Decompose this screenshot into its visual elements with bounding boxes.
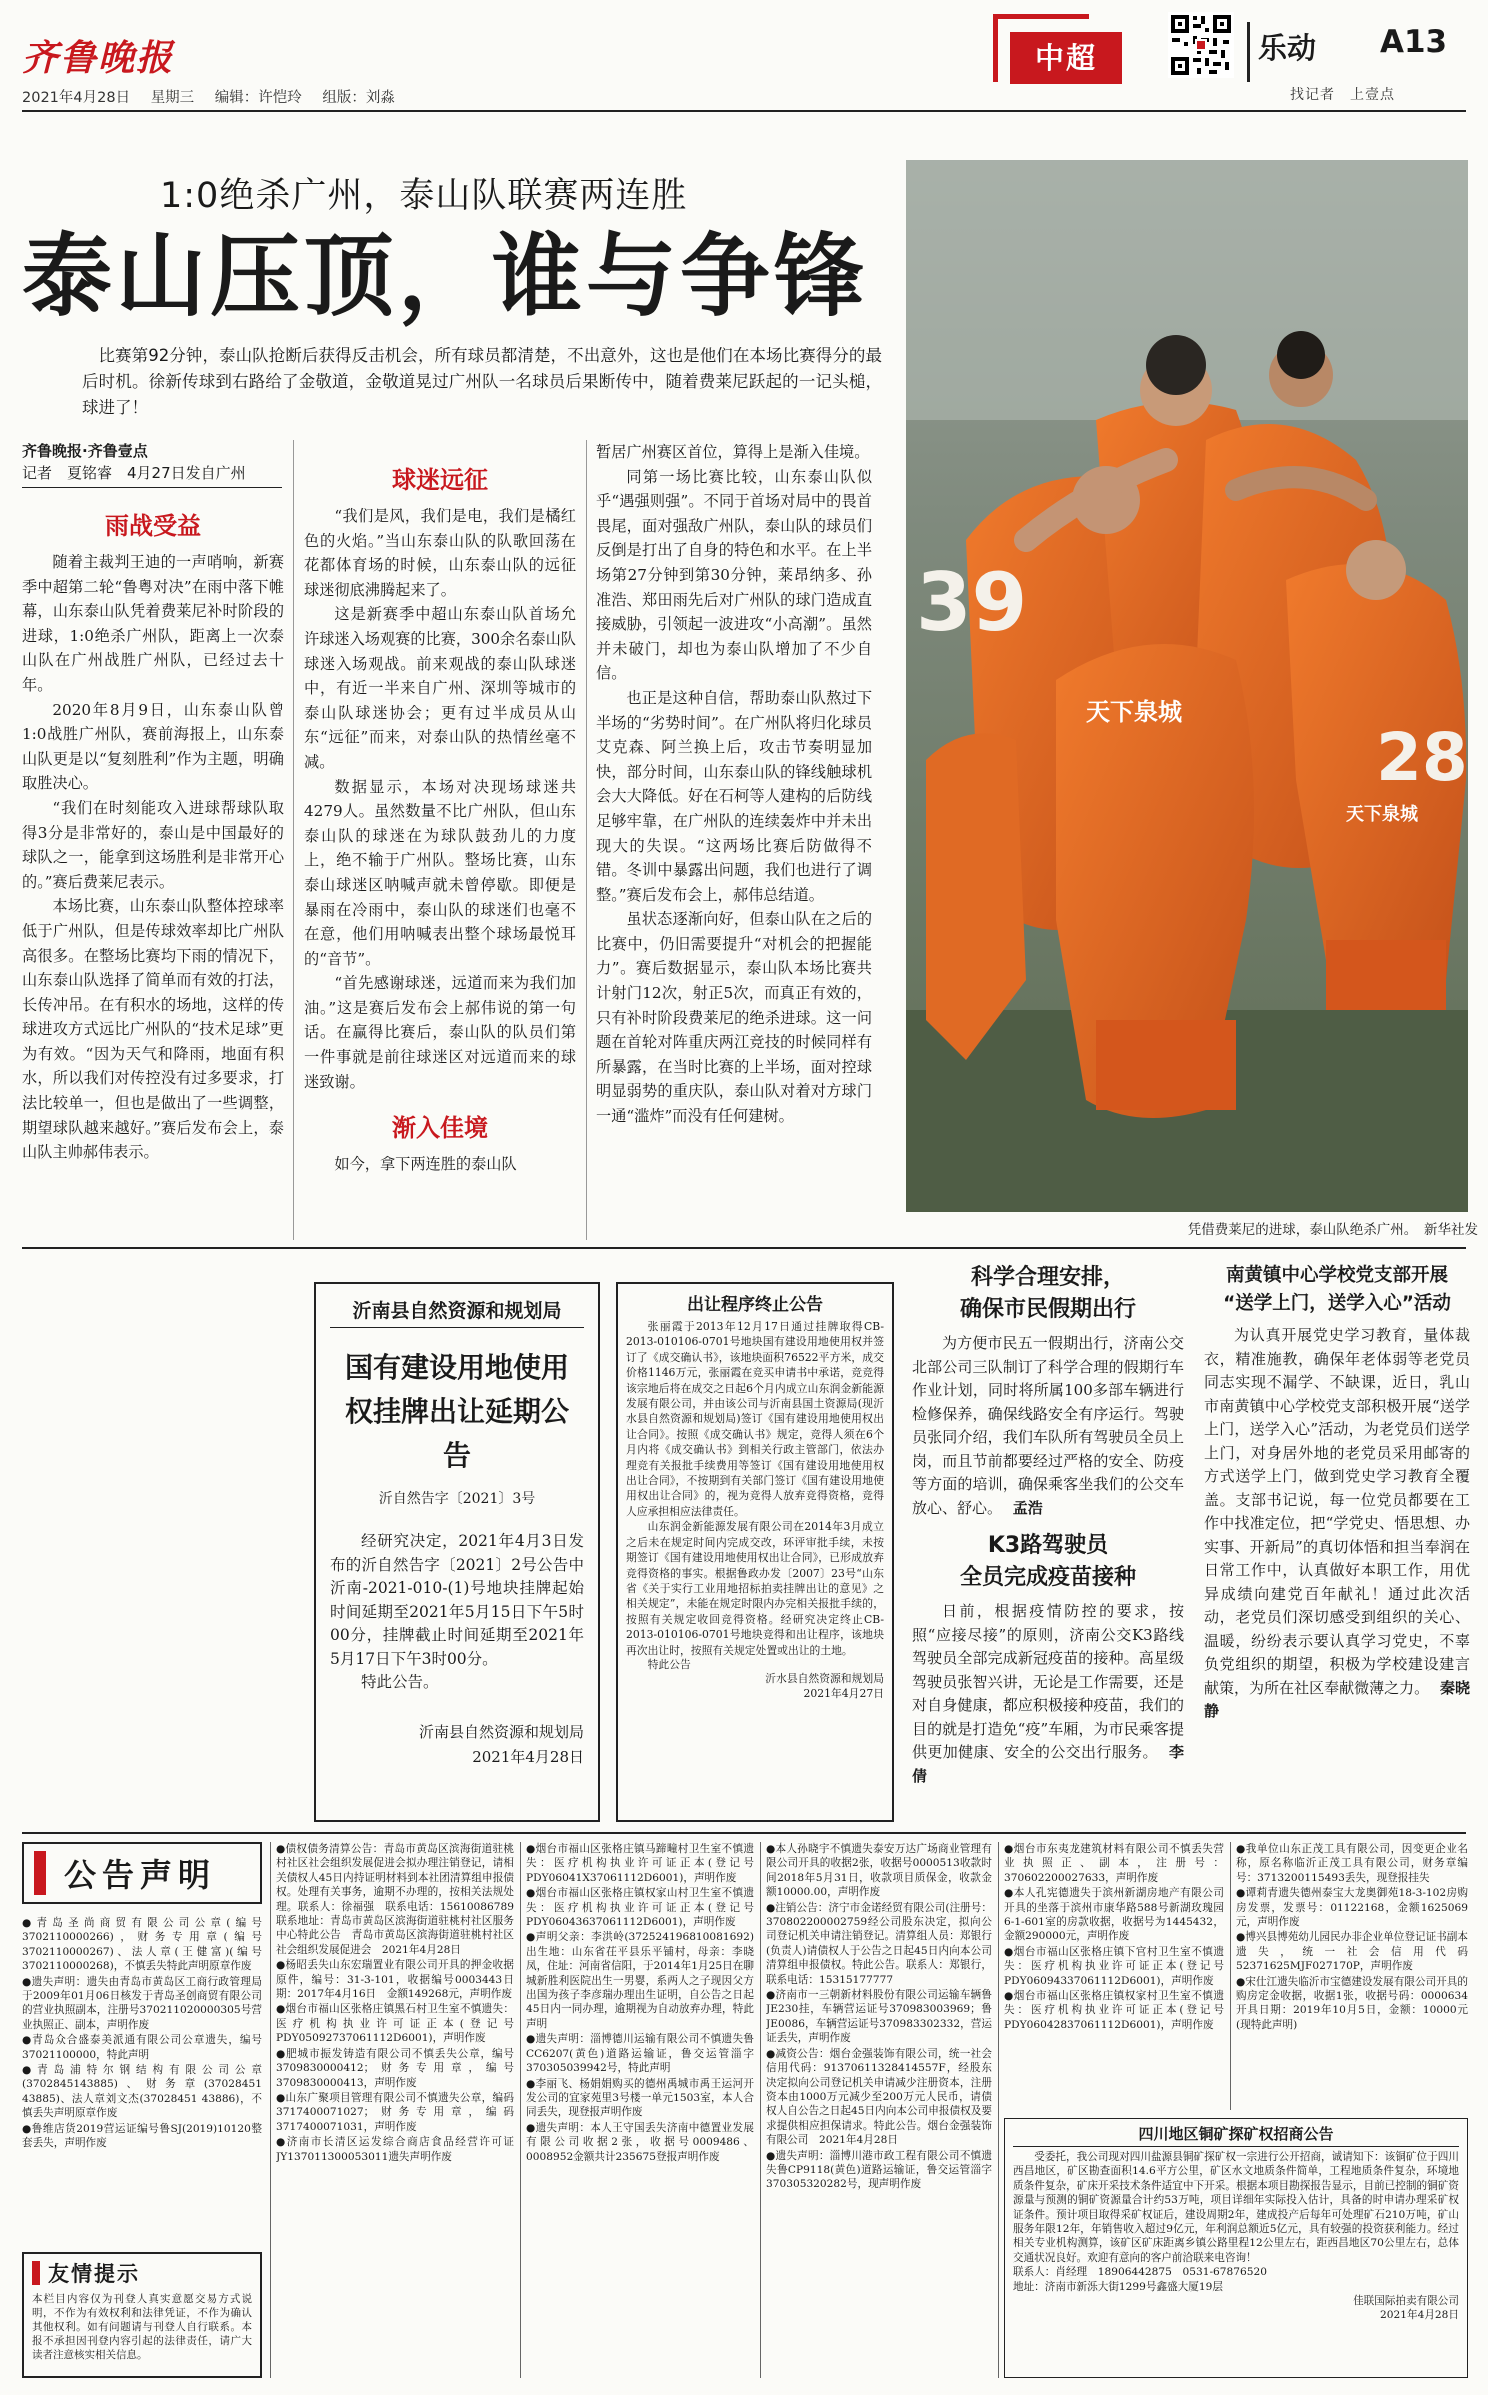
sponsor-text: 天下泉城 — [1086, 698, 1182, 726]
classified-ad: ●烟台市东夷龙建筑材料有限公司不慎丢失营业执照正、副本，注册号：370602200027633，声明作废 — [1004, 1843, 1224, 1884]
subhead-progress: 渐入佳境 — [392, 1114, 488, 1143]
article-paragraph: 同第一场比赛比较，山东泰山队似乎“遇强则强”。不同于首场对局中的畏首畏尾，面对强敌广州队，泰山队的球员们反倒是打出了自身的特色和水平。在上半场第27分钟到第30分钟，莱昂纳多、孙准浩、郑田雨先后对广州队的球门造成直接威胁，引领起一波进攻“小高潮”。虽然并未破门，却也为泰山队增加了不少自信。 — [596, 467, 872, 683]
classified-ad: ●鲁维店货2019营运证编号鲁SJ(2019)10120整套丢失，声明作废 — [22, 2122, 262, 2150]
column-divider — [520, 1842, 521, 2378]
classified-ad: ●烟台市福山区张格庄镇权家村卫生室不慎遗失：医疗机构执业许可证正本(登记号PDY06042837061112D6001)，声明作废 — [1004, 1990, 1224, 2031]
friendly-tip-box — [22, 2252, 262, 2378]
news-school-party — [1204, 1262, 1470, 1822]
section-name: 乐动 — [1258, 31, 1317, 65]
classified-ad: ●杨昭丢失山东宏瑞置业有限公司开具的押金收据原件，编号：31-3-101，收据编号0003443日期：2017年4月16日 金额149268元，声明作废 — [276, 1959, 514, 2001]
column-divider — [998, 1842, 999, 2378]
classified-ad: ●声明父亲：李洪岭(372524196810081692)出生地：山东省茌平县乐平铺村，母亲：李晓凤，住址：河南省信阳，于2014年1月25日在聊城新胜利医院出生一男婴，系两人之子现因父方出国为孩子李彦瑞办理出生证明，自公告之日起45日内一同办理，逾期视为自动放弃办理，特此声明 — [526, 1931, 754, 2030]
masthead — [0, 0, 1488, 120]
news-title: 科学合理安排， — [970, 1265, 1125, 1290]
headline-kicker: 1:0绝杀广州，泰山队联赛两连胜 — [160, 176, 688, 216]
notice-date: 2021年4月28日 — [472, 1747, 584, 1766]
article-paragraph: 这是新赛季中超山东泰山队首场允许球迷入场观赛的比赛，300余名泰山队球迷入场观战。前来观战的泰山队球迷中，有近一半来自广州、深圳等城市的泰山队球迷协会；更有过半成员从山东“远征”而来，对泰山队的热情丝毫不减。 — [304, 605, 576, 771]
classified-ad: ●本人孔宪德遗失于滨州新湖房地产有限公司开具的坐落于滨州市康华路588号新湖玫瑰园6-1-601室的房款收据，收据号为1445432，金额290000元，声明作废 — [1004, 1887, 1224, 1943]
article-column-2 — [304, 446, 576, 1246]
mining-date: 2021年4月28日 — [1380, 2309, 1459, 2322]
mining-body: 受委托，我公司现对四川盐源县铜矿探矿权一宗进行公开招商，诚请知下：该铜矿位于四川西昌地区，矿区勘查面积14.6平方公里，矿区水文地质条件简单，工程地质条件复杂，环境地质条件复杂，矿床开采技术条件适宜中下开采。根据本项目勘探报告显示，目前已控制的铜矿资源量与预测的铜矿资源量合计约53万吨，项目详细年实际投入估计，具备的时申请办理采矿权证条件。预计项目取得采矿权证后，建设周期2年，建成投产后每年可处理矿石210万吨，矿山服务年限12年，年销售收入超过9亿元，年利润总额近5亿元，具有较强的投资获利能力。经过相关专业机构测算，该矿区矿床距离乡镇公路里程12公里左右，距西昌地区70公里左右，总体交通状况良好。欢迎有意向的客户前洽联来电咨询！ — [1013, 2151, 1459, 2264]
layout-editor: 组版：刘淼 — [322, 90, 395, 106]
classifieds-rule — [22, 1832, 1466, 1834]
friendly-tip-title: 友情提示 — [48, 2262, 140, 2286]
masthead-divider — [1247, 22, 1250, 82]
classified-ad: ●遗失声明：本人王守国丢失济南中德置业发展有限公司收据2张，收据号0009486、0008952金额共计235675登报声明作废 — [526, 2121, 754, 2163]
reporter-hotline: 找记者 上壹点 — [1290, 87, 1395, 103]
classified-ad: ●减资公告：烟台金强装饰有限公司，统一社会信用代码：91370611328414557F，经股东决定拟向公司登记机关申请减少注册资本，注册资本由1000万元减少至200万元人民币，请债权人自公告之日起45日内向本公司申报债权及要求提供相应担保请求。特此公告。烟台金强装饰有限公司 2021年4月28日 — [766, 2047, 992, 2147]
notice-org: 沂南县自然资源和规划局 — [330, 1296, 584, 1328]
notice-body: 张丽霞于2013年12月17日通过挂牌取得CB-2013-010106-0701号地块国有建设用地使用权并签订了《成交确认书》，该地块面积76522平方米，成交价格1146万元，张丽霞在竞买申请书中承诺，竞竞得该宗地后将在成交之日起6个月内成立山东润金新能源发展有限公司，并由该公司与沂南县国土资源局(现沂水县自然资源和规划局)签订《国有建设用地使用权出让合同》。按照《成交确认书》规定，竞得人须在6个月内将《成交确认书》到相关行政主管部门，依法办理竞有关报批手续费用等签订《国有建设用地使用权出让合同》，不按期到有关部门签订《国有建设用地使用权出让合同》的，视为竞得人放弃竞得资格，竞得人应承担相应法律责任。 — [626, 1320, 884, 1518]
article-paragraph: 本场比赛，山东泰山队整体控球率低于广州队，但是传球效率却比广州队高很多。在整场比赛均下雨的情况下，山东泰山队选择了简单而有效的打法，长传冲吊。在有积水的场地，这样的传球进攻方式远比广州队的“技术足球”更为有效。“因为天气和降雨，地面有积水，所以我们对传控没有过多要求，打法比较单一，但也是做出了一些调整，期望球队越来越好。”赛后发布会上，泰山队主帅郝伟表示。 — [22, 897, 284, 1162]
masthead-rule — [22, 110, 1466, 112]
friendly-tip-text: 本栏目内容仅为刊登人真实意愿交易方式说明，不作为有效权利和法律凭证，不作为确认其他权利。如有问题请与刊登人自行联系。本报不承担因刊登内容引起的法律责任，请广大读者注意核实相关信息。 — [32, 2293, 252, 2361]
byline-org: 齐鲁晚报·齐鲁壹点 — [22, 442, 148, 460]
notice-date: 2021年4月27日 — [803, 1686, 884, 1700]
mining-contact: 联系人：肖经理 18906442875 0531-67876520 — [1013, 2266, 1267, 2279]
article-paragraph: 暂居广州赛区首位，算得上是渐入佳境。 — [596, 443, 870, 461]
news-bus-holiday — [912, 1262, 1184, 1822]
article-column-1 — [22, 502, 284, 1250]
news-title: 南黄镇中心学校党支部开展 — [1225, 1265, 1448, 1286]
article-paragraph: “首先感谢球迷，远道而来为我们加油。”这是赛后发布会上郝伟说的第一句话。在赢得比赛后，泰山队的队员们第一件事就是前往球迷区对远道而来的球迷致谢。 — [304, 974, 576, 1091]
qr-code-icon — [1168, 12, 1234, 78]
editor: 编辑：许恺玲 — [214, 90, 302, 106]
classifieds-title: 公告声明 — [64, 1856, 217, 1894]
photo-caption: 凭借费莱尼的进球，泰山队绝杀广州。 新华社发 — [1187, 1222, 1478, 1238]
jersey-number-left: 39 — [916, 556, 1028, 649]
classified-ad: ●青岛浦特尔钢结构有限公司公章(3702845143885)、财务章(37028451 43885)、法人章刘文杰(37028451 43886)，不慎丢失声明原章作废 — [22, 2064, 262, 2120]
section-rule — [22, 1247, 1466, 1249]
classifieds-column — [766, 1842, 992, 2378]
classified-ad: ●烟台市福山区张格庄镇下官村卫生室不慎遗失：医疗机构执业许可证正本(登记号PDY06094337061112D6001)，声明作废 — [1004, 1945, 1224, 1987]
article-paragraph: 2020年8月9日，山东泰山队曾1:0战胜广州队，赛前海报上，山东泰山队更是以“复刻胜利”作为主题，明确取胜决心。 — [22, 700, 284, 793]
notice-closing: 特此公告 — [647, 1657, 691, 1671]
termination-notice — [616, 1282, 894, 1822]
classified-ad: ●济南市一三朝新材料股份有限公司运输车辆鲁JE230挂，车辆营运证号370983003969；鲁JE0086，车辆营运证号370983302332，营运证丢失，声明作废 — [766, 1989, 992, 2045]
notice-signature: 沂水县自然资源和规划局 — [765, 1672, 884, 1686]
news-body: 为认真开展党史学习教育，量体裁衣，精准施教，确保年老体弱等老党员同志实现不漏学、不缺课，近日，乳山市南黄镇中心学校党支部积极开展“送学上门，送学入心”活动，为老党员们送学上门，对身居外地的老党员采用邮寄的方式送学上门，做到党史学习教育全覆盖。支部书记说，每一位党员都要在工作中找准定位，把“学党史、悟思想、办实事、开新局”的真切体悟和担当奉润在日常工作中，认真做好本职工作，用优异成绩向建党百年献礼！通过此次活动，老党员们深切感受到组织的关心、温暖，纷纷表示要认真学习党史，不辜负党组织的期望，积极为学校建设建言献策，为所在社区奉献微薄之力。 — [1204, 1326, 1470, 1697]
classified-ad: ●李丽飞、杨娟娟购买的德州禹城市禹王运河开发公司的宜家苑里3号楼一单元1503室，本人合同丢失，现登报声明作废 — [526, 2077, 754, 2119]
news-body: 日前，根据疫情防控的要求，按照“应接尽接”的原则，济南公交K3路线驾驶员全部完成新冠疫苗的接种。高星级驾驶员张智兴讲，无论是工作需要，还是对自身健康，都应积极接种疫苗，我们的目的就是打造免“疫”车厢，为市民乘客提供更加健康、安全的公交出行服务。 — [912, 1602, 1184, 1761]
article-paragraph: 随着主裁判王迪的一声哨响，新赛季中超第二轮“鲁粤对决”在雨中落下帷幕，山东泰山队凭着费莱尼补时阶段的进球，1:0绝杀广州队，距离上一次泰山队在广州战胜广州队，已经过去十年。 — [22, 553, 284, 694]
classifieds-column — [1004, 1842, 1224, 2110]
article-paragraph: 也正是这种自信，帮助泰山队熬过下半场的“劣势时间”。在广州队将归化球员艾克森、阿兰换上后，攻击节奏明显加快，部分时间，山东泰山队的锋线触球机会大大降低。好在石柯等人建构的后防线足够牢靠，在广州队的连续轰炸中并未出现大的失误。“这两场比赛后防做得不错。冬训中暴露出问题，我们也进行了调整。”赛后发布会上，郝伟总结道。 — [596, 688, 872, 904]
match-photo — [906, 160, 1468, 1212]
sponsor-text: 天下泉城 — [1346, 804, 1418, 825]
column-divider — [293, 440, 294, 1240]
classified-ad: ●青岛圣尚商贸有限公司公章(编号3702110000266)，财务专用章(编号3702110000267)、法人章(王健富)(编号3702110000268)，不慎丢失特此声明原章作废 — [22, 1917, 262, 1973]
news-author: 孟浩 — [1012, 1498, 1043, 1517]
news-author: 李倩 — [912, 1743, 1184, 1785]
date-line — [22, 86, 395, 107]
classified-ad: ●遗失声明：遗失由青岛市黄岛区工商行政管理局于2009年01月06日核发于青岛圣创商贸有限公司的营业执照副本，注册号370211020000305号营业执照正、副本，声明作废 — [22, 1975, 262, 2031]
classifieds-header — [22, 1842, 262, 1904]
news-title: 全员完成疫苗接种 — [959, 1565, 1136, 1590]
classified-ad: ●我单位山东正茂工具有限公司，因变更企业名称，原名称临沂正茂工具有限公司，财务章编号：3713200115493丢失，现登报挂失 — [1236, 1843, 1468, 1884]
classified-ad: ●注销公告：济宁市金诺经贸有限公司(注册号：370802200002759经公司股东决定，拟向公司登记机关申请注销登记。清算组人员：郑银行(负责人)请债权人于公告之日起45日内向本公司清算组申报债权。特此公告。联系人：郑银行，联系电话：15315177777 — [766, 1901, 992, 1986]
classified-ad: ●肥城市振发铸造有限公司不慎丢失公章，编号3709830000412；财务专用章，编号3709830000413，声明作废 — [276, 2047, 514, 2089]
section-tag: 中超 — [1010, 32, 1122, 84]
article-paragraph: “我们在时刻能攻入进球帮球队取得3分是非常好的，泰山是中国最好的球队之一，能拿到这场胜利是非常开心的。”赛后费莱尼表示。 — [22, 798, 284, 891]
article-paragraph: 虽状态逐渐向好，但泰山队在之后的比赛中，仍旧需要提升“对机会的把握能力”。赛后数据显示，泰山队本场比赛共计射门12次，射正5次，而真正有效的，只有补时阶段费莱尼的绝杀进球。这一问题在首轮对阵重庆两江竞技的时候同样有所暴露，在当时比赛的上半场，面对控球明显弱势的重庆队，泰山队对着对方球门一通“滥炸”而没有任何建树。 — [596, 910, 872, 1126]
classified-ad: ●债权债务清算公告：青岛市黄岛区滨海街道驻桃村社区社会组织发展促进会拟办理注销登记，请相关债权人45日内持证明材料到本社团清算组申报债权。处理有关事务，逾期不办理的，按相关法规处理。联系人：徐福强 联系电话：15610086789联系地址：青岛市黄岛区滨海街道驻桃村社区服务中心特此公告 青岛市黄岛区滨海街道驻桃村社区社会组织发展促进会 2021年4月28日 — [276, 1843, 514, 1956]
article-column-3 — [596, 440, 872, 1240]
byline-reporter: 记者 夏铭睿 4月27日发自广州 — [22, 462, 282, 488]
notice-signature: 沂南县自然资源和规划局 — [418, 1722, 584, 1741]
headline-main: 泰山压顶，谁与争锋 — [22, 224, 868, 329]
headline-lead: 比赛第92分钟，泰山队抢断后获得反击机会，所有球员都清楚，不出意外，这也是他们在本场比赛得分的最后时机。徐新传球到右路给了金敬道，金敬道晃过广州队一名球员后果断传中，随着费莱尼跃起的一记头槌，球进了！ — [82, 346, 882, 417]
jersey-number-right: 28 — [1376, 719, 1468, 796]
classified-ad: ●烟台市福山区张格庄镇黑石村卫生室不慎遗失：医疗机构执业许可证正本(登记号PDY05092737061112D6001)，声明作废 — [276, 2003, 514, 2045]
column-divider — [270, 1842, 271, 2378]
classified-ad: ●烟台市福山区张格庄镇马蹄疃村卫生室不慎遗失：医疗机构执业许可证正本(登记号PDY06041X37061112D6001)，声明作废 — [526, 1843, 754, 1884]
classifieds-column — [22, 1916, 262, 2246]
friendly-tip-marker-icon — [32, 2261, 40, 2285]
land-extension-notice — [314, 1282, 600, 1822]
mining-address: 地址：济南市新泺大街1299号鑫盛大厦19层 — [1013, 2280, 1223, 2293]
notice-title: 出让程序终止公告 — [687, 1295, 823, 1315]
subhead-fans: 球迷远征 — [392, 466, 488, 494]
article-paragraph: 如今，拿下两连胜的泰山队 — [334, 1155, 517, 1174]
news-author: 秦晓静 — [1204, 1678, 1470, 1720]
subhead-rain: 雨战受益 — [105, 512, 201, 540]
notice-closing: 特此公告。 — [361, 1673, 439, 1691]
mining-rights-notice — [1004, 2118, 1468, 2378]
news-title: 确保市民假期出行 — [959, 1297, 1136, 1322]
classified-ad: ●烟台市福山区张格庄镇权家山村卫生室不慎遗失：医疗机构执业许可证正本(登记号PDY06043637061112D6001)，声明作废 — [526, 1887, 754, 1929]
classifieds-column — [526, 1842, 754, 2378]
mining-title: 四川地区铜矿探矿权招商公告 — [1013, 2123, 1459, 2147]
classified-ad: ●山东广聚项目管理有限公司不慎遗失公章，编码3717400071027；财务专用章，编码3717400071031，声明作废 — [276, 2091, 514, 2133]
classified-ad: ●青岛众合盛泰美派通有限公司公章遗失，编号37021100000，特此声明 — [22, 2034, 262, 2061]
notice-body: 山东润金新能源发展有限公司在2014年3月成立之后未在规定时间内完成交改，环评审批手续，未按期签订《国有建设用地使用权出让合同》，已形成放弃竞得资格的事实。根据鲁政办发〔2007〕23号“山东省《关于实行工业用地招标拍卖挂牌出让的意见》之相关规定”，未能在规定时限内办完相关报批手续的，按照有关规定收回竞得资格。经研究决定终止CB-2013-010106-0701号地块竞得和出让程序，该地块再次出让时，按照有关规定处置或出让的土地。 — [626, 1520, 884, 1657]
notice-doc-number: 沂自然告字〔2021〕3号 — [378, 1491, 536, 1507]
column-divider — [1230, 1842, 1231, 2110]
classifieds-column — [1236, 1842, 1468, 2110]
article-paragraph: 数据显示，本场对决现场球迷共4279人。虽然数量不比广州队，但山东泰山队的球迷在为球队鼓劲儿的力度上，绝不输于广州队。整场比赛，山东泰山球迷区呐喊声就未曾停歇。即便是暴雨在冷雨中，泰山队的球迷们也毫不在意，他们用呐喊表出整个球场最悦耳的“音节”。 — [304, 777, 576, 968]
news-title: K3路驾驶员 — [987, 1533, 1109, 1558]
weekday: 星期三 — [150, 90, 195, 106]
issue-date: 2021年4月28日 — [22, 90, 131, 106]
classified-ad: ●谭莉青遗失德州泰宝大龙奥御苑18-3-102房购房发票，发票号：01122168，金额1625069元，声明作废 — [1236, 1887, 1468, 1929]
classifieds-marker-icon — [34, 1851, 46, 1895]
classified-ad: ●遗失声明：淄博川港市政工程有限公司不慎遗失鲁CP9118(黄色)道路运输证，鲁交运管淄字370305320282号，现声明作废 — [766, 2149, 992, 2191]
mining-signature: 佳联国际拍卖有限公司 — [1353, 2295, 1459, 2308]
paper-name-logo: 齐鲁晚报 — [22, 37, 175, 79]
news-title: “送学上门，送学入心”活动 — [1223, 1293, 1451, 1314]
page-number: A13 — [1380, 24, 1448, 60]
column-divider — [586, 440, 587, 1240]
classified-ad: ●博兴县博苑幼儿园民办非企业单位登记证书副本遗失，统一社会信用代码52371625MJF027170P，声明作废 — [1236, 1931, 1468, 1973]
classified-ad: ●济南市长清区运发综合商店食品经营许可证JY137011300053011遗失声明作废 — [276, 2136, 514, 2163]
news-body: 为方便市民五一假期出行，济南公交北部公司三队制订了科学合理的假期行车作业计划，同时将所属100多部车辆进行检修保养，确保线路安全有序运行。驾驶员张同介绍，我们车队所有驾驶员全员上岗，而且节前都要经过严格的安全、防疫等方面的培训，确保乘客坐我们的公交车放心、舒心。 — [912, 1334, 1184, 1517]
article-paragraph: “我们是风，我们是电，我们是橘红色的火焰。”当山东泰山队的队歌回荡在花都体育场的时候，山东泰山队的远征球迷彻底沸腾起来了。 — [304, 507, 576, 599]
classified-ad: ●宋仕江遗失临沂市宝德建设发展有限公司开具的购房定金收据，收据1张，收据号码：0000634开具日期：2019年10月5日，金额：10000元(现特此声明) — [1236, 1975, 1468, 2031]
classifieds-column — [276, 1842, 514, 2378]
notice-title: 国有建设用地使用权挂牌出让延期公告 — [344, 1351, 569, 1472]
byline — [22, 440, 282, 488]
classified-ad: ●本人孙晓宇不慎遗失泰安万达广场商业管理有限公司开具的收据2张，收据号0000513收款时间2018年5月31日，收款项目质保金，收款金额10000.00，声明作废 — [766, 1843, 992, 1899]
column-divider — [760, 1842, 761, 2378]
classified-ad: ●遗失声明：淄博德川运输有限公司不慎遗失鲁CC6207(黄色)道路运输证，鲁交运管淄字370305039942号，特此声明 — [526, 2033, 754, 2075]
notice-body: 经研究决定，2021年4月3日发布的沂自然告字〔2021〕2号公告中沂南-2021-010-(1)号地块挂牌起始时间延期至2021年5月15日下午5时00分，挂牌截止时间延期至2021年5月17日下午3时00分。 — [330, 1532, 584, 1668]
